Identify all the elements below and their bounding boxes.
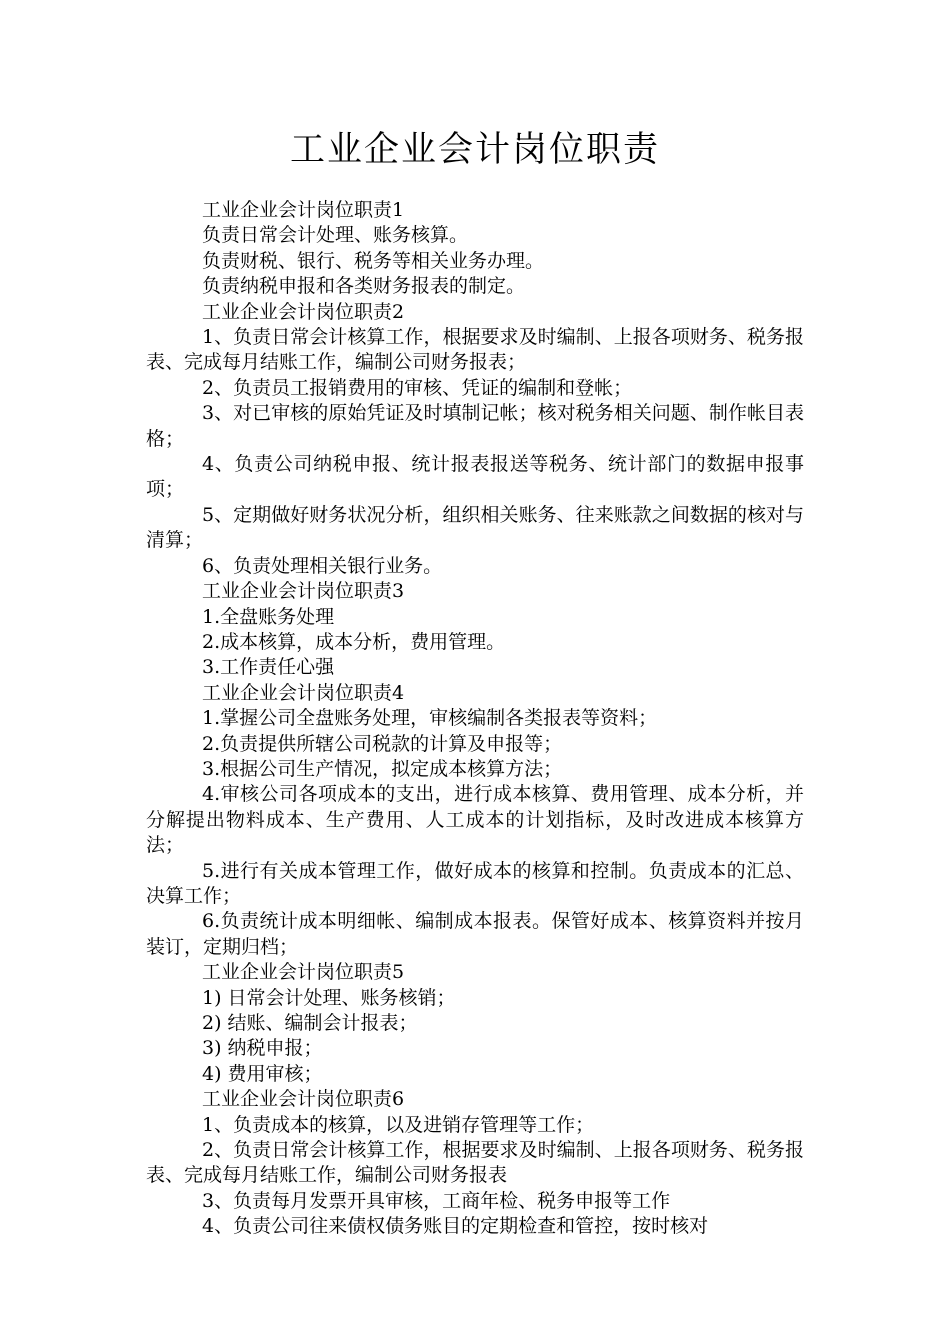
paragraph: 6.负责统计成本明细帐、编制成本报表。保管好成本、核算资料并按月装订，定期归档； [146,910,804,958]
document-body [146,198,804,1240]
paragraph: 6、负责处理相关银行业务。 [202,554,443,577]
paragraph: 工业企业会计岗位职责3 [202,580,405,603]
paragraph: 4、负责公司纳税申报、统计报表报送等税务、统计部门的数据申报事项； [146,453,804,501]
paragraph: 3、对已审核的原始凭证及时填制记帐；核对税务相关问题、制作帐目表格； [146,402,804,450]
paragraph: 3) 纳税申报； [202,1037,323,1060]
paragraph: 1.掌握公司全盘账务处理，审核编制各类报表等资料； [202,707,658,730]
paragraph: 2、负责员工报销费用的审核、凭证的编制和登帐； [202,376,633,399]
paragraph: 4.审核公司各项成本的支出，进行成本核算、费用管理、成本分析，并分解提出物料成本、生产费用、人工成本的计划指标，及时改进成本核算方法； [146,783,804,857]
paragraph: 4、负责公司往来债权债务账目的定期检查和管控，按时核对 [202,1215,709,1238]
paragraph: 2.成本核算，成本分析，费用管理。 [202,630,506,653]
paragraph: 2) 结账、编制会计报表； [202,1012,418,1034]
paragraph: 3.工作责任心强 [202,656,335,679]
paragraph: 2、负责日常会计核算工作，根据要求及时编制、上报各项财务、税务报表、完成每月结账工作，编制公司财务报表 [146,1139,804,1187]
paragraph: 工业企业会计岗位职责4 [202,681,405,704]
paragraph: 负责日常会计处理、账务核算。 [202,224,469,247]
paragraph: 2.负责提供所辖公司税款的计算及申报等； [202,732,563,755]
paragraph: 4) 费用审核； [202,1062,323,1085]
paragraph: 负责纳税申报和各类财务报表的制定。 [202,275,526,298]
paragraph: 3.根据公司生产情况，拟定成本核算方法； [202,757,563,780]
paragraph: 5、定期做好财务状况分析，组织相关账务、往来账款之间数据的核对与清算； [146,503,804,552]
paragraph: 工业企业会计岗位职责6 [202,1088,405,1111]
document-title: 工业企业会计岗位职责 [289,130,660,170]
paragraph: 工业企业会计岗位职责2 [202,300,405,323]
paragraph: 3、负责每月发票开具审核，工商年检、税务申报等工作 [202,1189,671,1212]
paragraph: 1、负责成本的核算，以及进销存管理等工作； [202,1113,595,1136]
paragraph: 1) 日常会计处理、账务核销； [202,986,456,1009]
paragraph: 工业企业会计岗位职责5 [202,961,405,984]
paragraph: 1、负责日常会计核算工作，根据要求及时编制、上报各项财务、税务报表、完成每月结账工作，编制公司财务报表； [146,326,804,374]
paragraph: 1.全盘账务处理 [202,605,335,628]
paragraph: 工业企业会计岗位职责1 [202,199,405,221]
paragraph: 5.进行有关成本管理工作，做好成本的核算和控制。负责成本的汇总、决算工作； [146,859,804,907]
paragraph: 负责财税、银行、税务等相关业务办理。 [202,249,545,272]
